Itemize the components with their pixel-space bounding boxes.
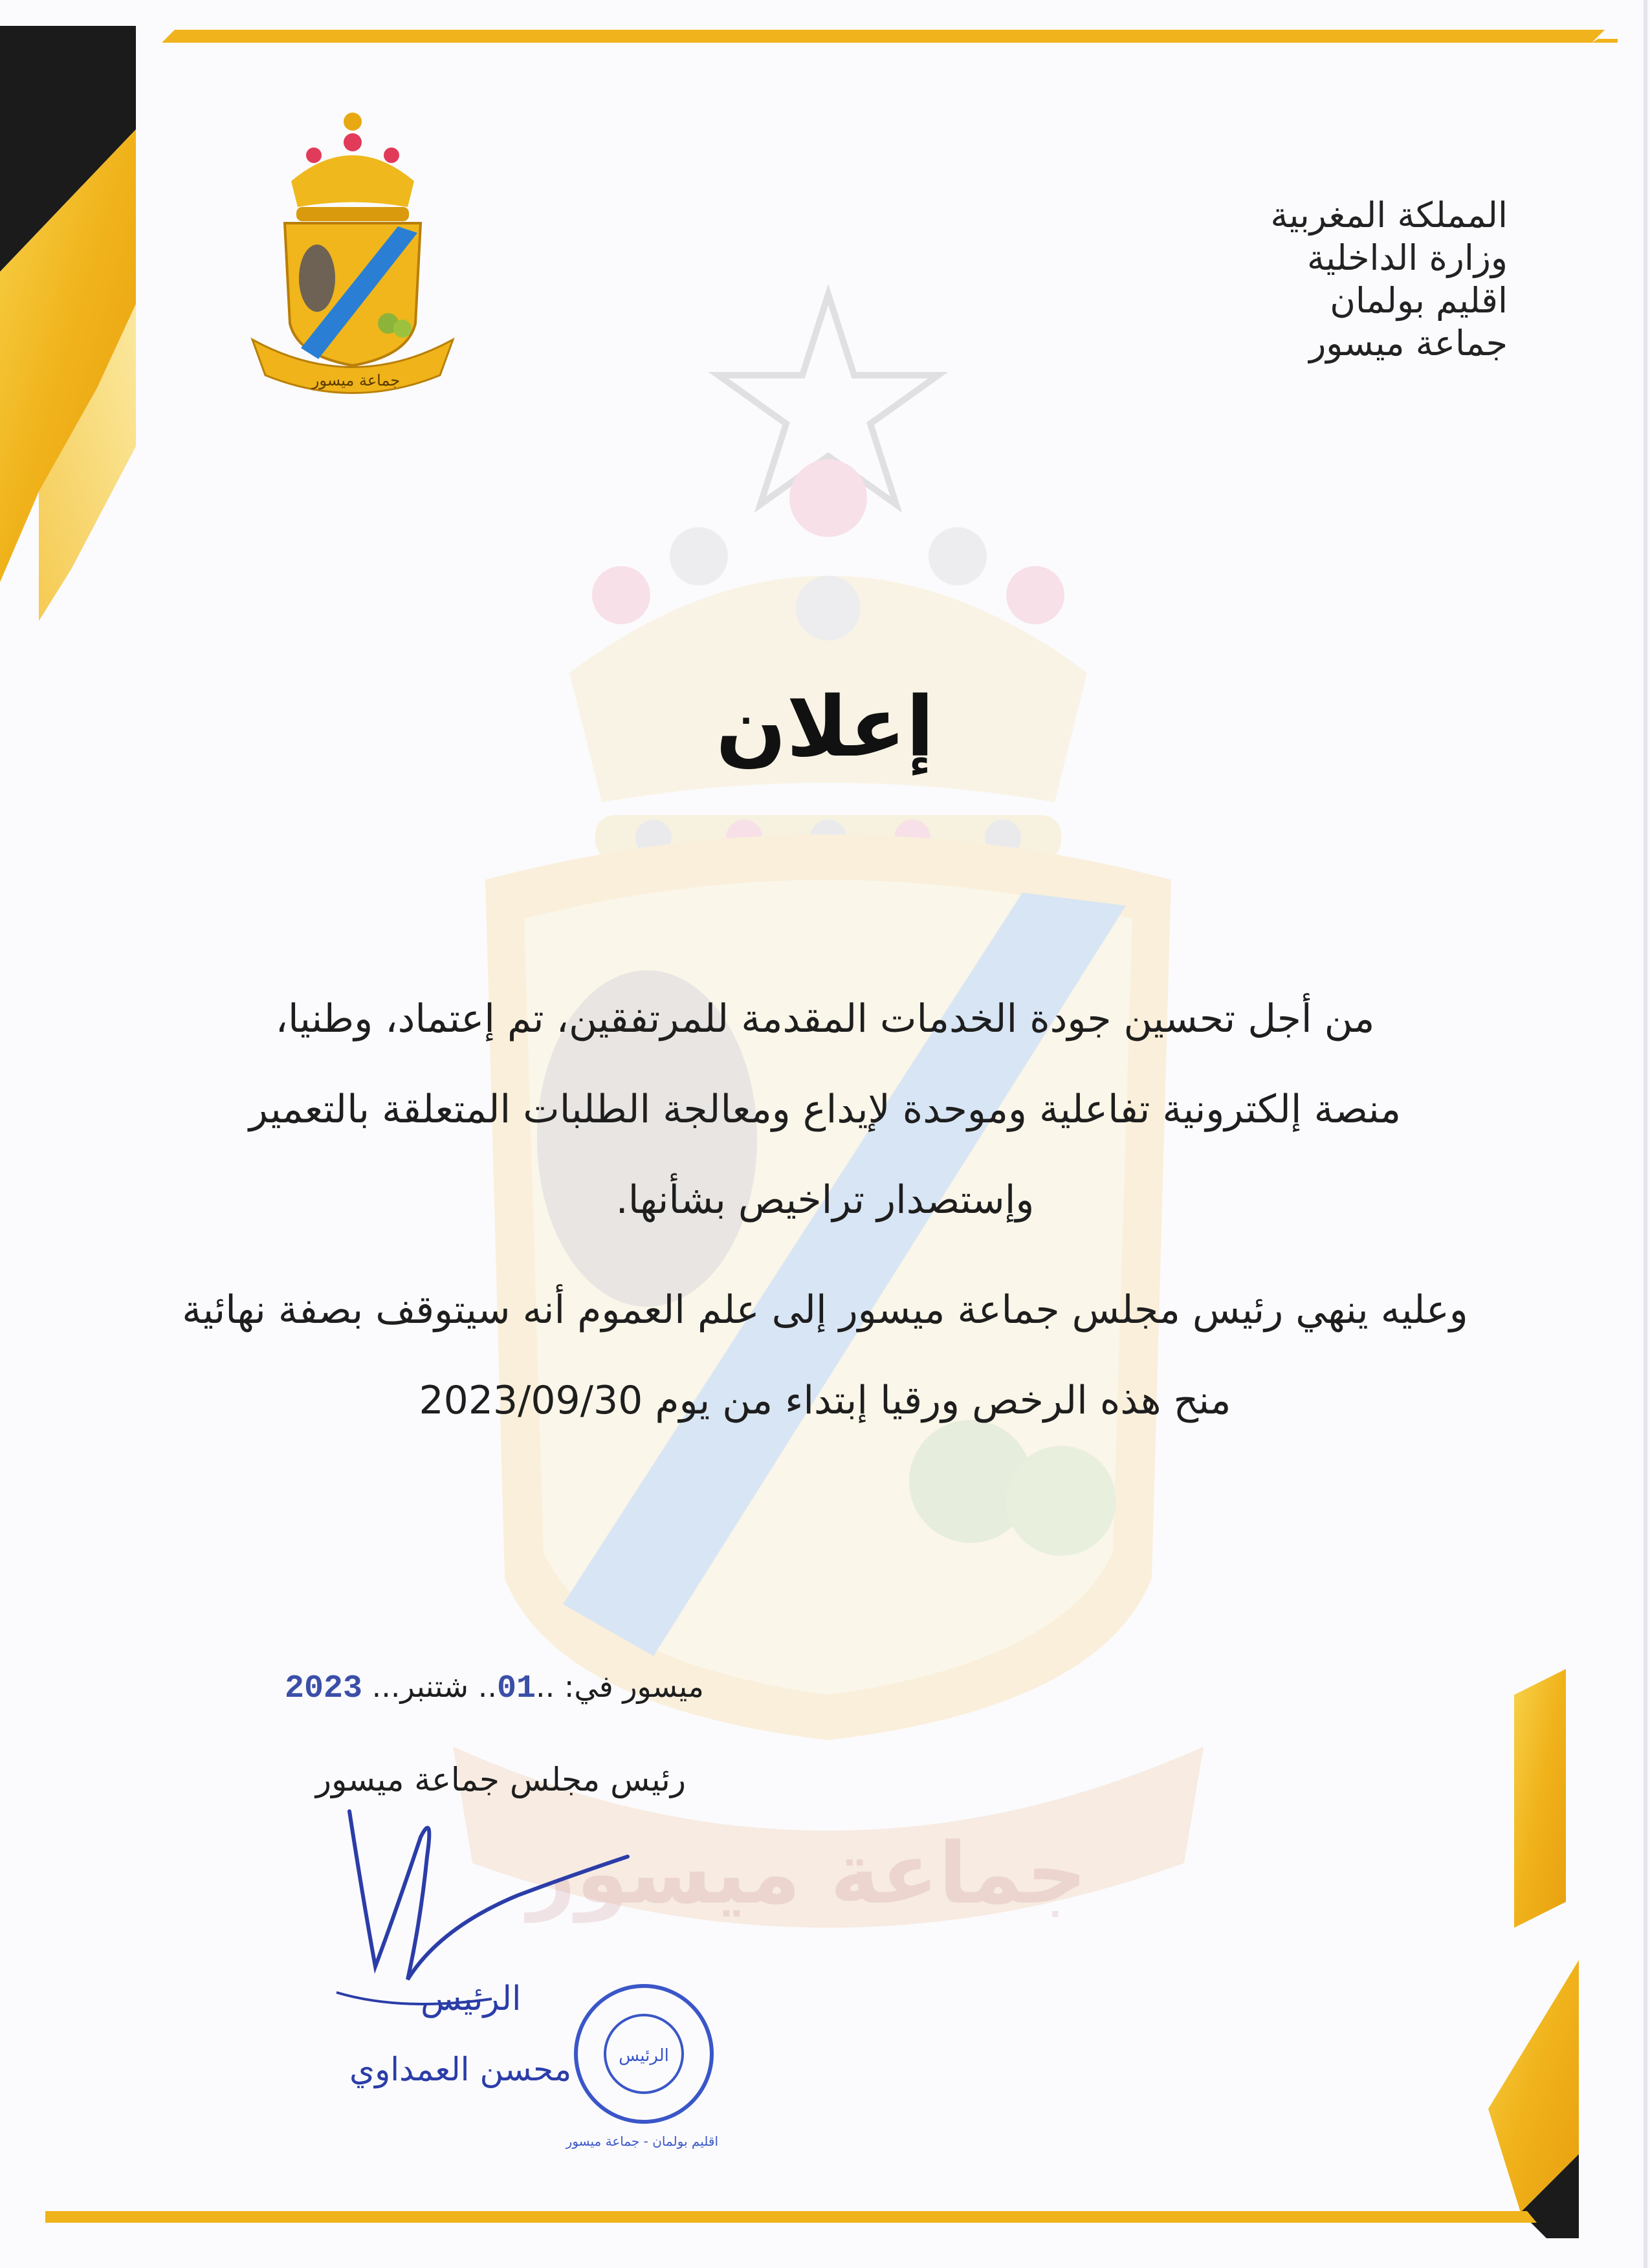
official-stamp [569,1979,718,2128]
stamp-ring-text: اقليم بولمان - جماعة ميسور [566,2133,718,2149]
date-label: ميسور في: [564,1669,704,1704]
body-line-4: وعليه ينهي رئيس مجلس جماعة ميسور إلى علم العموم أنه سيتوقف بصفة نهائية [182,1287,1468,1333]
right-gold-accent [1514,1669,1566,1928]
crown-icon [569,459,1087,860]
body-line-1: من أجل تحسين جودة الخدمات المقدمة للمرتفقين، تم إعتماد، وطنيا، [275,996,1375,1041]
body-line-3: وإستصدار تراخيص بشأنها. [615,1177,1035,1223]
watermark-emblem [440,285,1216,1992]
date-line: ميسور في: ..01.. شتنبر... 2023 [285,1669,704,1707]
date-month: شتنبر [400,1669,469,1704]
bottom-gold-line [45,2211,1537,2223]
date-day: 01 [496,1670,536,1707]
body-line-2: منصة إلكترونية تفاعلية وموحدة لإيداع ومعالجة الطلبات المتعلقة بالتعمير [248,1087,1402,1132]
date-year: 2023 [285,1670,363,1707]
right-edge-line [1644,0,1647,2268]
document-title: إعلان [716,679,934,776]
letterhead [1055,194,1508,365]
stamp-center-text: الرئيس [619,2046,669,2066]
watermark-caption: جماعة ميسور [527,1824,1087,1923]
header-kingdom: المملكة المغربية [1270,195,1508,235]
logo-crown-icon [291,113,414,221]
signature-name: محسن العمداوي [349,2051,572,2088]
header-province: اقليم بولمان [1330,280,1508,321]
municipality-logo [246,110,459,401]
signatory-title: رئيس مجلس جماعة ميسور [315,1761,686,1798]
logo-bird-icon [299,245,335,312]
header-commune: جماعة ميسور [1309,323,1508,364]
body-line-5: منح هذه الرخص ورقيا إبتداء من يوم 2023/09/30 [419,1378,1231,1423]
header-ministry: وزارة الداخلية [1307,237,1508,278]
top-gold-line [162,30,1605,43]
logo-caption: جماعة ميسور [311,371,401,389]
signature-role: الرئيس [421,1979,522,2018]
